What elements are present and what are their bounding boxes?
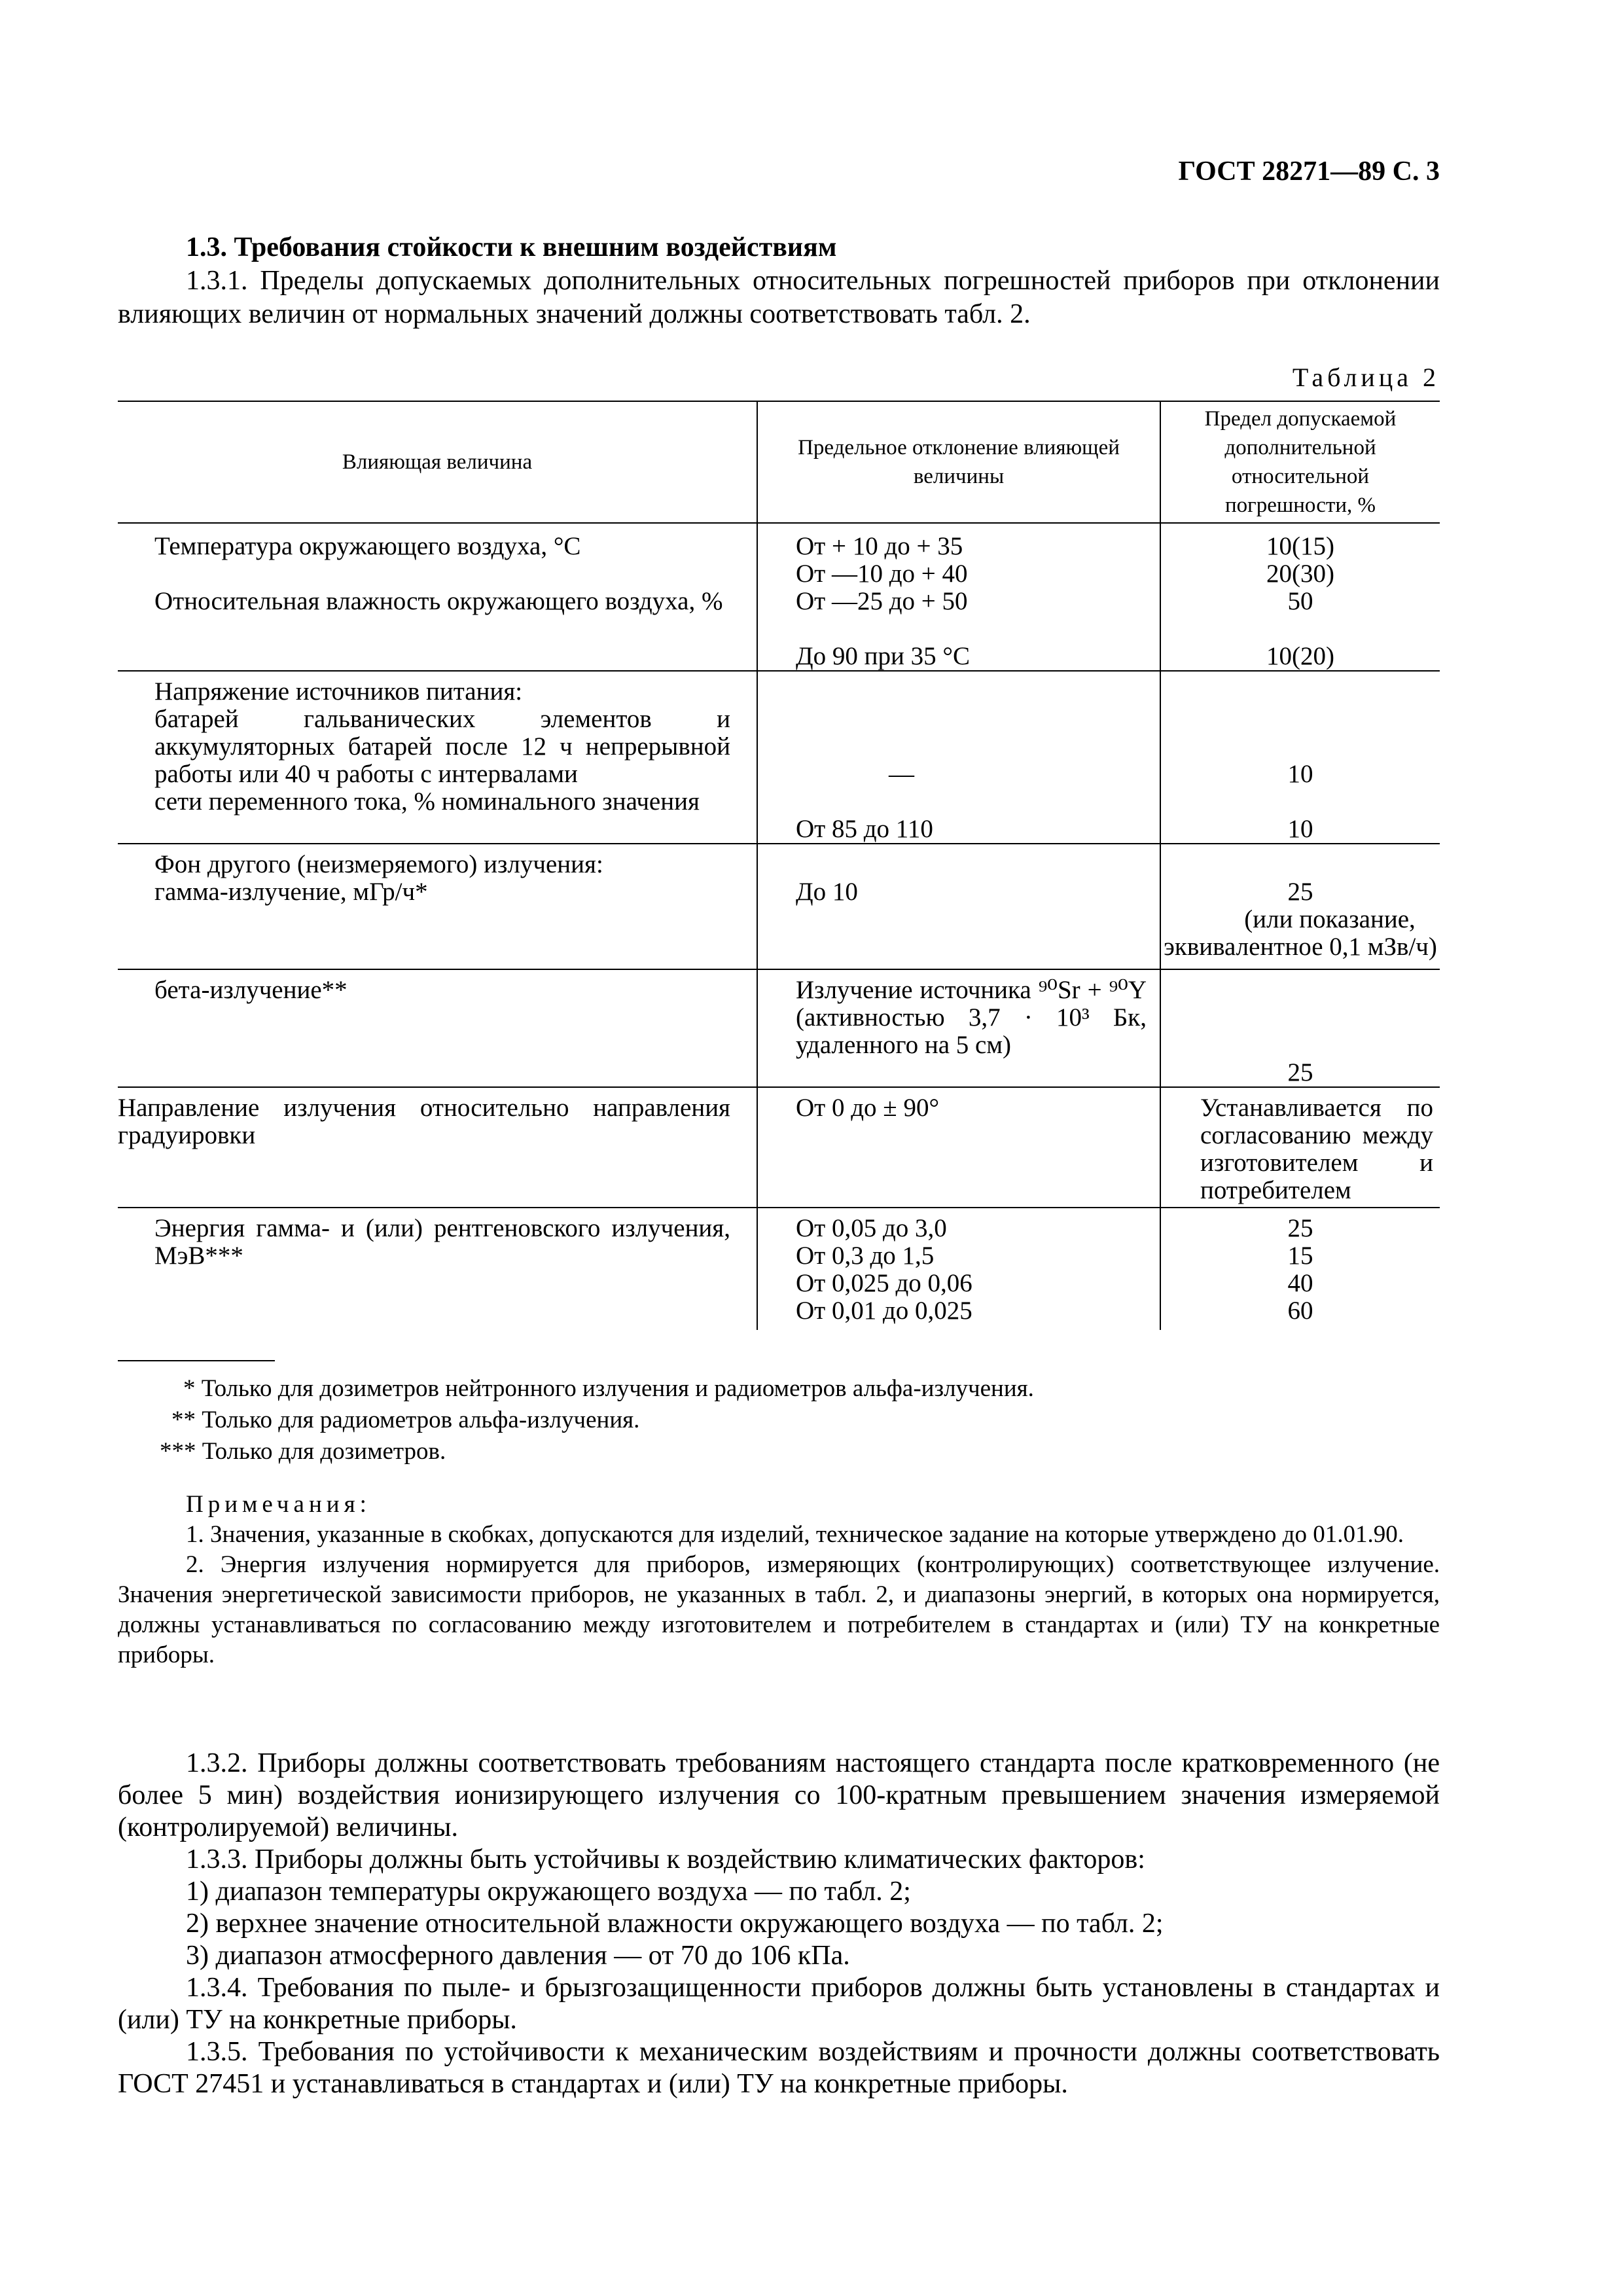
cell-gamma-error: 25 bbox=[1287, 878, 1313, 906]
cell-direction-range: От 0 до ± 90° bbox=[796, 1094, 940, 1122]
paragraph-1-3-3: 1.3.3. Приборы должны быть устойчивы к воздействию климатических факторов: bbox=[186, 1844, 1145, 1874]
cell-temp-error-2: 20(30) bbox=[1266, 560, 1334, 588]
table-caption: Таблица 2 bbox=[1292, 363, 1440, 392]
list-item-3: 3) диапазон атмосферного давления — от 70 до 106 кПа. bbox=[186, 1941, 850, 1971]
cell-energy: Энергия гамма- и (или) рентгеновского излучения, МэВ*** bbox=[154, 1214, 730, 1270]
cell-gamma-range: До 10 bbox=[796, 878, 858, 906]
cell-mains-range: От 85 до 110 bbox=[796, 815, 933, 843]
list-item-2: 2) верхнее значение относительной влажности окружающего воздуха — по табл. 2; bbox=[186, 1909, 1164, 1939]
cell-batteries: батарей гальванических элементов и аккумуляторных батарей после 12 ч непрерывной работы или 40 ч работы с интервалами bbox=[154, 705, 730, 788]
cell-beta-error: 25 bbox=[1287, 1058, 1313, 1086]
table-row bbox=[118, 844, 1440, 969]
section-title: 1.3. Требования стойкости к внешним воздействиям bbox=[186, 232, 837, 262]
cell-energy-error-2: 15 bbox=[1287, 1242, 1313, 1270]
cell-energy-range-2: От 0,3 до 1,5 bbox=[796, 1242, 935, 1270]
cell-direction: Направление излучения относительно направления градуировки bbox=[118, 1094, 730, 1149]
cell-gamma: гамма-излучение, мГр/ч* bbox=[154, 878, 428, 906]
cell-energy-range-1: От 0,05 до 3,0 bbox=[796, 1214, 947, 1242]
table-2 bbox=[118, 401, 1440, 1330]
cell-beta-source: Излучение источника ⁹⁰Sr + ⁹⁰Y (активностью 3,7 · 10³ Бк, удаленного на 5 см) bbox=[796, 976, 1147, 1059]
cell-batteries-range: — bbox=[889, 760, 914, 788]
footnote-3: *** Только для дозиметров. bbox=[160, 1438, 446, 1465]
footnote-1: * Только для дозиметров нейтронного излучения и радиометров альфа-излучения. bbox=[183, 1375, 1034, 1402]
header-limit-deviation: Предельное отклонение влияющей величины bbox=[757, 401, 1160, 523]
header-influencing-quantity: Влияющая величина bbox=[118, 401, 757, 523]
cell-energy-error-1: 25 bbox=[1287, 1214, 1313, 1242]
paragraph-1-3-1 bbox=[118, 264, 1440, 331]
header-error-limit: Предел допускаемой дополнительной относительной погрешности, % bbox=[1160, 401, 1440, 523]
cell-temp-range-1: От + 10 до + 35 bbox=[796, 532, 963, 560]
cell-direction-error: Устанавливается по согласованию между изготовителем и потребителем bbox=[1200, 1094, 1433, 1204]
paragraph-1-3-5: 1.3.5. Требования по устойчивости к механическим воздействиям и прочности должны соответствовать ГОСТ 27451 и устанавливаться в стандартах и (или) ТУ на конкретные приборы. bbox=[118, 2037, 1440, 2099]
cell-power-supply: Напряжение источников питания: bbox=[154, 677, 523, 706]
paragraph-1-3-2: 1.3.2. Приборы должны соответствовать требованиям настоящего стандарта после кратковременного (не более 5 мин) воздействия ионизирующего излучения со 100-кратным превышением значения измеряемой (контролируемой) величины. bbox=[118, 1748, 1440, 1842]
cell-temp-error-3: 50 bbox=[1287, 587, 1313, 615]
table-row bbox=[118, 1208, 1440, 1330]
note-1: 1. Значения, указанные в скобках, допускаются для изделий, техническое задание на которые утверждено до 01.01.90. bbox=[186, 1521, 1404, 1548]
footnote-2: ** Только для радиометров альфа-излучения. bbox=[171, 1407, 640, 1433]
cell-mains-error: 10 bbox=[1287, 815, 1313, 843]
cell-humidity-error: 10(20) bbox=[1266, 642, 1334, 670]
cell-temp-error-1: 10(15) bbox=[1266, 532, 1334, 560]
footnote-divider bbox=[118, 1360, 275, 1361]
list-item-1: 1) диапазон температуры окружающего воздуха — по табл. 2; bbox=[186, 1876, 911, 1907]
cell-gamma-error-equivalent: эквивалентное 0,1 мЗв/ч) bbox=[1164, 933, 1437, 961]
table-row bbox=[118, 969, 1440, 1087]
cell-humidity: Относительная влажность окружающего воздуха, % bbox=[154, 587, 723, 615]
cell-energy-range-3: От 0,025 до 0,06 bbox=[796, 1269, 972, 1297]
note-2: 2. Энергия излучения нормируется для приборов, измеряющих (контролирующих) соответствующее излучение. Значения энергетической зависимости приборов, не указанных в табл. 2, и диапазоны энергий, в которых она нормируется, должны устанавливаться по согласованию между изготовителем и потребителем в стандартах и (или) ТУ на конкретные приборы. bbox=[118, 1551, 1440, 1668]
cell-temp-range-2: От —10 до + 40 bbox=[796, 560, 968, 588]
cell-beta: бета-излучение** bbox=[154, 976, 348, 1004]
page-header: ГОСТ 28271—89 С. 3 bbox=[1178, 156, 1440, 187]
table-row bbox=[118, 671, 1440, 844]
cell-energy-error-4: 60 bbox=[1287, 1297, 1313, 1325]
cell-mains: сети переменного тока, % номинального значения bbox=[154, 787, 700, 816]
cell-background: Фон другого (неизмеряемого) излучения: bbox=[154, 850, 603, 878]
table-row bbox=[118, 1087, 1440, 1208]
cell-temperature: Температура окружающего воздуха, °С bbox=[154, 532, 581, 560]
table-header-row bbox=[118, 401, 1440, 523]
paragraph-text: 1.3.1. Пределы допускаемых дополнительных относительных погрешностей приборов при отклонении влияющих величин от нормальных значений должны соответствовать табл. 2. bbox=[118, 266, 1440, 329]
cell-humidity-range: До 90 при 35 °С bbox=[796, 642, 970, 670]
cell-energy-error-3: 40 bbox=[1287, 1269, 1313, 1297]
cell-gamma-error-note: (или показание, bbox=[1244, 905, 1416, 933]
body-paragraphs bbox=[118, 1748, 1440, 2100]
cell-batteries-error: 10 bbox=[1287, 760, 1313, 788]
paragraph-1-3-4: 1.3.4. Требования по пыле- и брызгозащищенности приборов должны быть установлены в стандартах и (или) ТУ на конкретные приборы. bbox=[118, 1973, 1440, 2035]
cell-temp-range-3: От —25 до + 50 bbox=[796, 587, 968, 615]
notes-block bbox=[118, 1490, 1440, 1670]
table-row bbox=[118, 523, 1440, 671]
notes-title: Примечания: bbox=[186, 1491, 371, 1518]
cell-energy-range-4: От 0,01 до 0,025 bbox=[796, 1297, 972, 1325]
